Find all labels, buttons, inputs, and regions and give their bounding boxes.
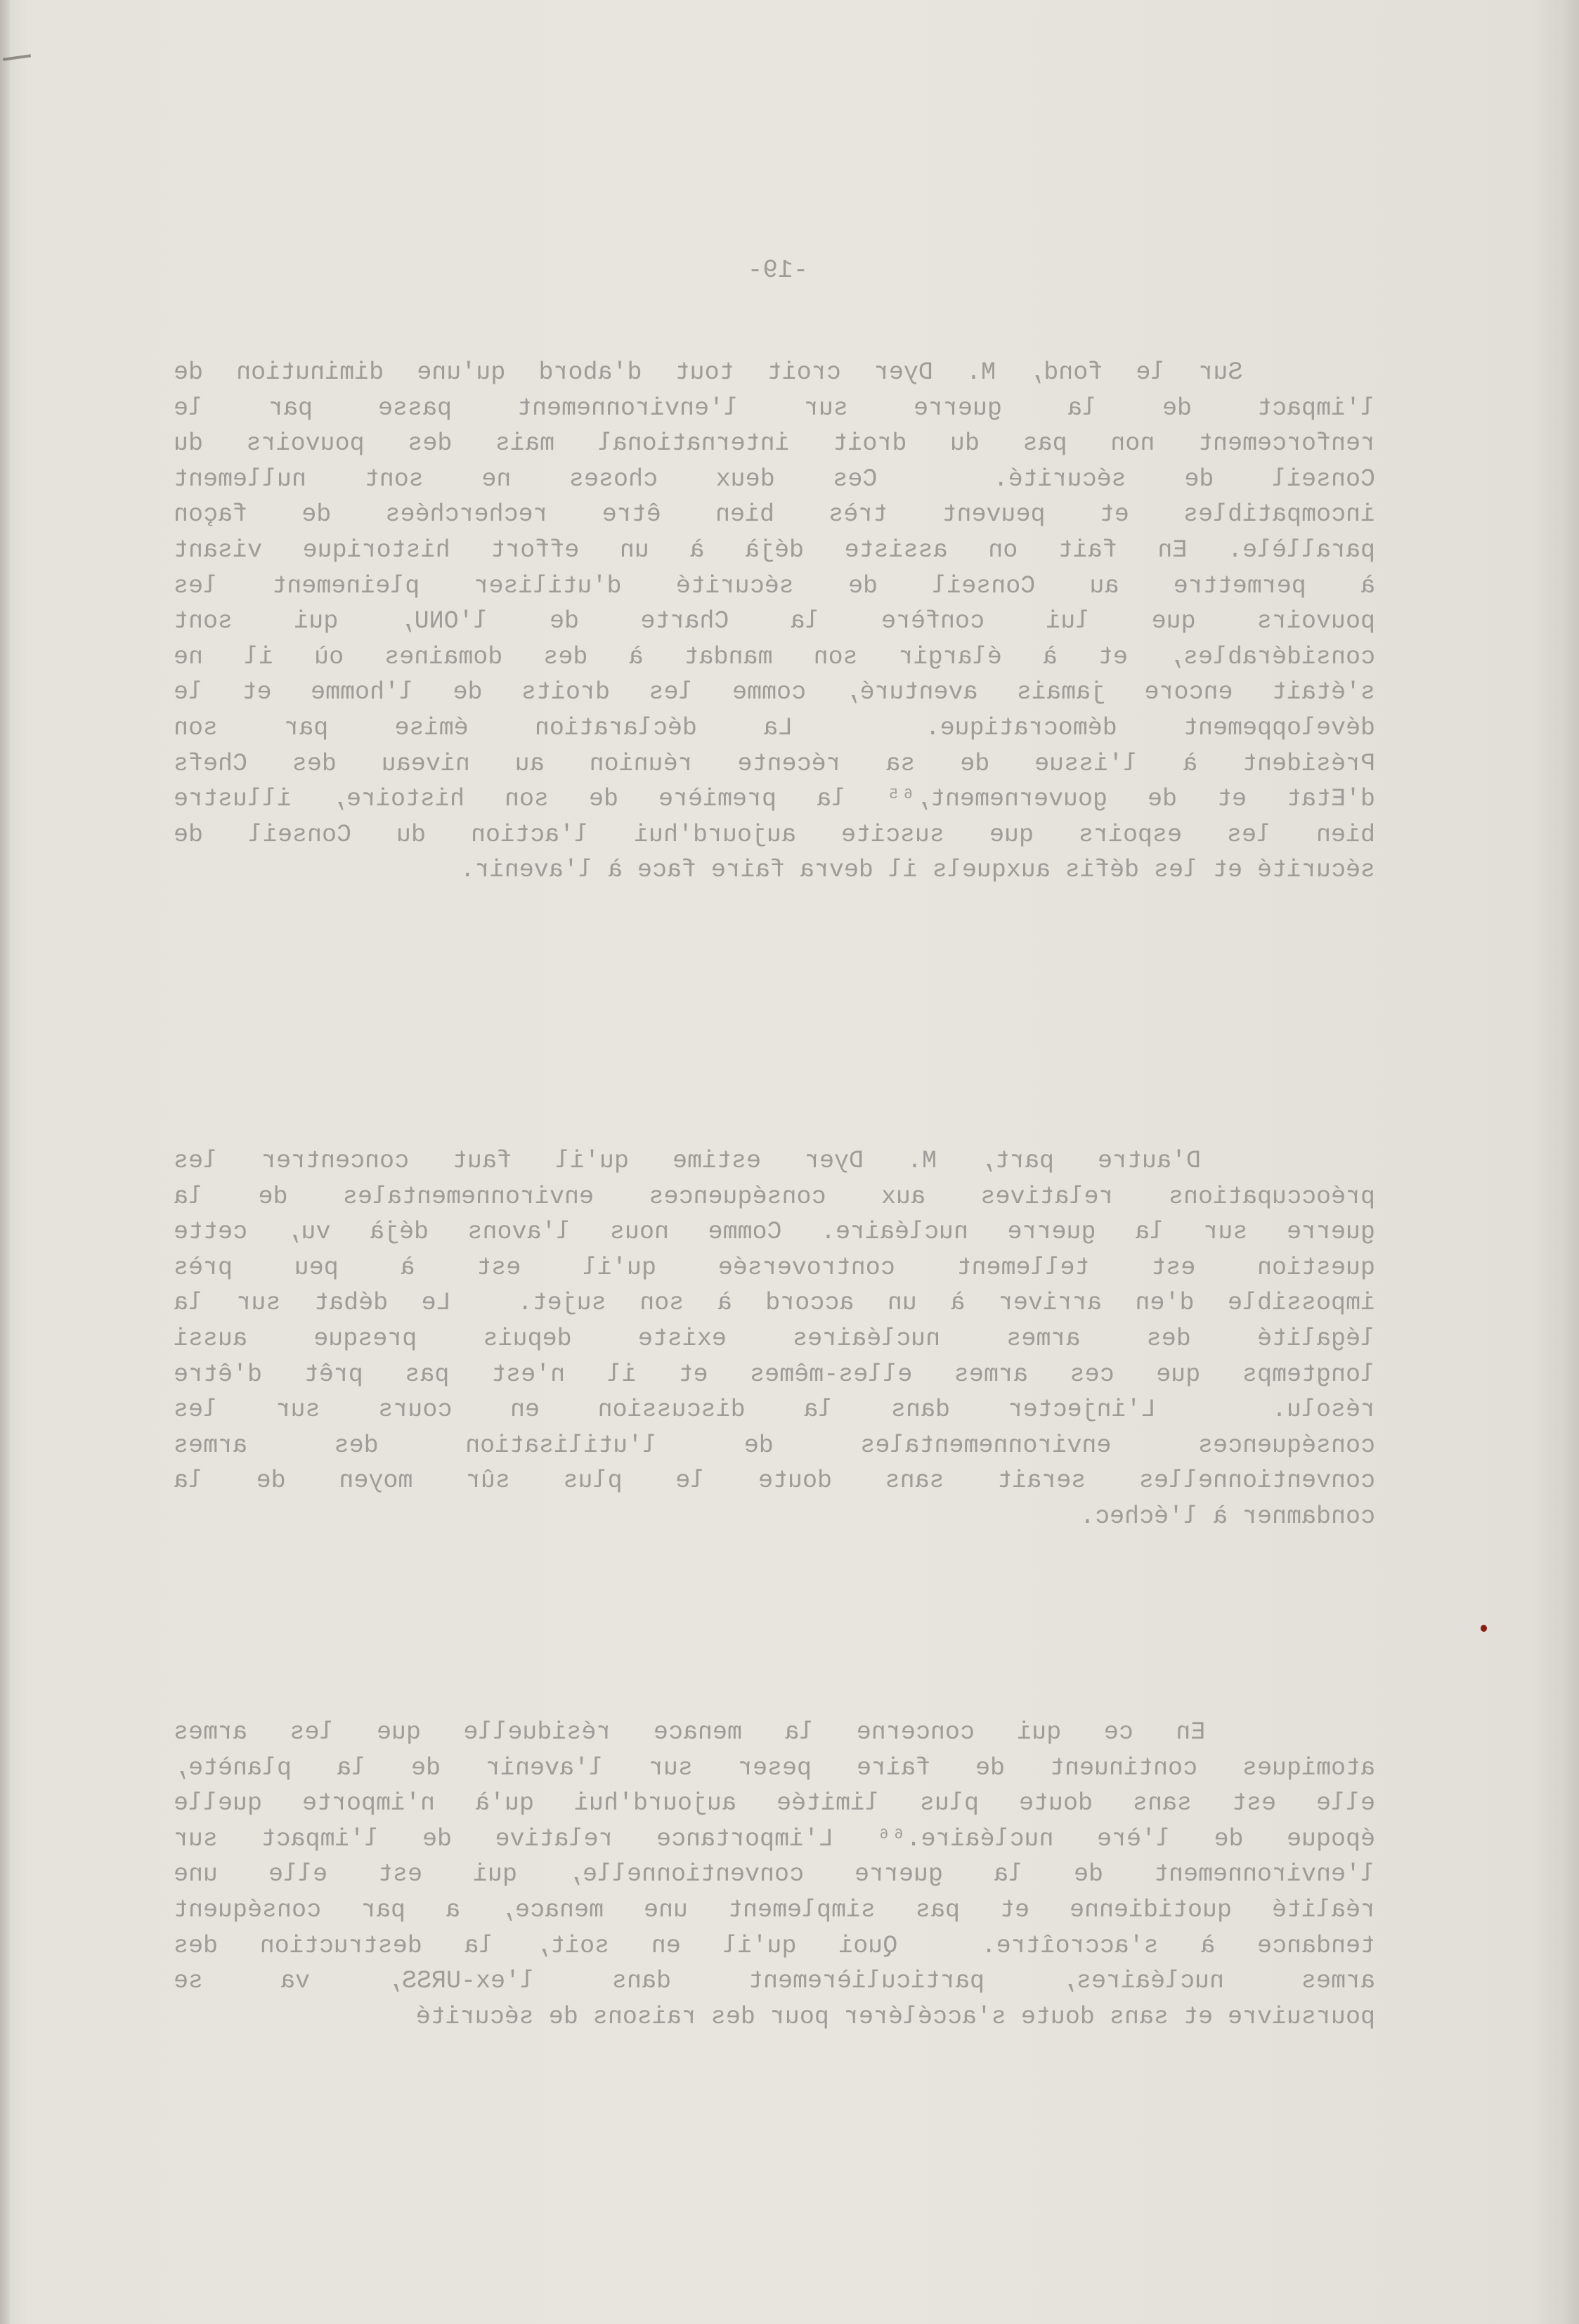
page-number: -19- [747, 256, 809, 285]
text-line: l'impact de la guerre sur l'environnement passe par le [174, 394, 1375, 422]
text-line: conventionnelles serait sans doute le plus sûr moyen de la [174, 1467, 1375, 1495]
text-line: armes nucléaires, particulièrement dans l'ex-URSS, va se [174, 1967, 1375, 1995]
text-line: l'environnement de la guerre conventionnelle, qui est elle une [174, 1860, 1375, 1888]
text-line: bien les espoirs que suscite aujourd'hui l'action du Conseil de [174, 821, 1375, 849]
text-line: longtemps que ces armes elles-mêmes et il n'est pas prêt d'être [174, 1361, 1375, 1389]
text-line: poursuivre et sans doute s'accélérer pour des raisons de sécurité [415, 2003, 1375, 2031]
text-line: impossible d'en arriver à un accord à son sujet. Le débat sur la [174, 1289, 1375, 1317]
text-line: renforcement non pas du droit international mais des pouvoirs du [174, 429, 1375, 457]
text-line: En ce qui concerne la menace résiduelle que les armes [174, 1718, 1375, 1746]
text-line: légalité des armes nucléaires existe depuis presque aussi [174, 1325, 1375, 1353]
text-line: D'autre part, M. Dyer estime qu'il faut concentrer les [174, 1147, 1375, 1175]
text-line: Conseil de sécurité. Ces deux choses ne sont nullement [174, 465, 1375, 493]
text-line: incompatibles et peuvent très bien être recherchées de façon [174, 500, 1375, 528]
text-line: s'était encore jamais aventuré, comme les droits de l'homme et le [174, 678, 1375, 706]
text-line: considérables, et à élargir son mandat à des domaines où il ne [174, 643, 1375, 671]
text-line: Président à l'issue de sa récente réunion au niveau des Chefs [174, 750, 1375, 778]
text-line: époque de l'ère nucléaire.⁶⁶ L'importance relative de l'impact sur [174, 1825, 1375, 1853]
text-line: sécurité et les défis auxquels il devra faire face à l'avenir. [460, 856, 1375, 884]
text-line: d'Etat et de gouvernement,⁶⁵ la première de son histoire, illustre [174, 785, 1375, 813]
text-line: condamner à l'échec. [1079, 1502, 1375, 1531]
text-line: tendance à s'accroître. Quoi qu'il en soit, la destruction des [174, 1932, 1375, 1960]
text-line: Sur le fond, M. Dyer croit tout d'abord qu'une diminution de [174, 358, 1375, 387]
text-line: réalité quotidienne et pas simplement une menace, a par conséquent [174, 1896, 1375, 1924]
text-line: résolu. L'injecter dans la discussion en cours sur les [174, 1396, 1375, 1424]
text-line: guerre sur la guerre nucléaire. Comme nous l'avons déjà vu, cette [174, 1218, 1375, 1246]
text-line: parallèle. En fait on assiste déjà à un effort historique visant [174, 536, 1375, 564]
text-line: atomiques continuent de faire peser sur l'avenir de la planète, [174, 1754, 1375, 1782]
red-ink-dot [1481, 1625, 1487, 1632]
text-line: elle est sans doute plus limitée aujourd'hui qu'à n'importe quelle [174, 1789, 1375, 1817]
text-line: développement démocratique. La déclaration émise par son [174, 714, 1375, 742]
text-line: pouvoirs que lui confère la Charte de l'ONU, qui sont [174, 607, 1375, 635]
text-line: préoccupations relatives aux conséquences environnementales de la [174, 1183, 1375, 1211]
text-line: conséquences environnementales de l'utilisation des armes [174, 1432, 1375, 1460]
text-line: question est tellement controversée qu'il est à peu près [174, 1254, 1375, 1282]
text-line: à permettre au Conseil de sécurité d'utiliser pleinement les [174, 572, 1375, 600]
